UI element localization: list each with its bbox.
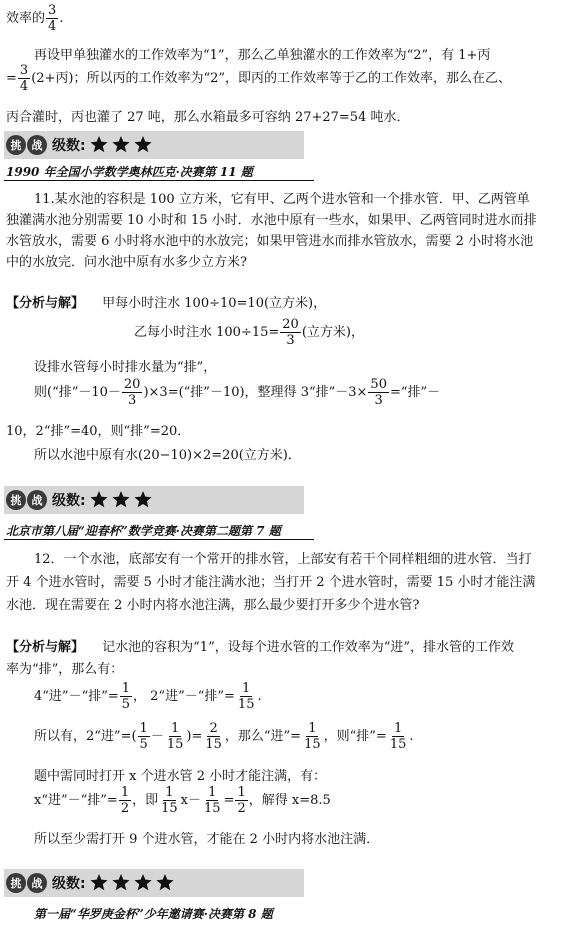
- question-line: 中的水放完．问水池中原有水多少立方米?: [6, 255, 247, 270]
- solution-line: 所以水池中原有水(20−10)×2=20(立方米)．: [34, 448, 301, 463]
- star-icon: [112, 136, 130, 154]
- fraction: $\frac{1}{15}$: [237, 681, 255, 712]
- fraction: $\frac{2}{15}$: [205, 721, 222, 752]
- level-label: 级数:: [52, 493, 86, 509]
- problem-source: 第一届“华罗庚金杯”少年邀请赛·决赛第 8 题: [34, 907, 273, 921]
- fraction: $\frac{50}{3}$: [370, 377, 387, 408]
- fraction: $\frac{1}{2}$: [237, 785, 246, 816]
- solution-line: 设排水管每小时排水量为“排”，: [34, 360, 217, 375]
- challenge-badge: 挑 战: [6, 490, 48, 510]
- challenge-badge: 挑 战: [6, 873, 48, 893]
- question-line: 开 4 个进水管时，需要 5 小时才能注满水池；当打开 2 个进水管时，需要 15 小时才能注满: [6, 575, 536, 590]
- question-line: 水池．现在需要在 2 小时内将水池注满，那么最少要打开多少个进水管?: [6, 598, 420, 613]
- fraction: $\frac{1}{5}$: [121, 681, 131, 712]
- star-rating: [90, 874, 178, 892]
- star-rating: [90, 491, 156, 509]
- star-icon: [90, 874, 108, 892]
- fraction: $\frac{20}{3}$: [282, 317, 299, 348]
- challenge-level-bar: [4, 131, 304, 159]
- fraction: $\frac{20}{3}$: [123, 377, 141, 408]
- fraction: $\frac{1}{15}$: [389, 721, 407, 752]
- equation-line: 4“进”－“排”= $\frac{1}{5}$ ， 2“进”－“排”= $\frac{1}{15}$ .: [34, 681, 262, 712]
- solution-line: 10，2“排”=40，则“排”=20．: [6, 424, 191, 439]
- analysis-heading: 【分析与解】: [6, 640, 85, 655]
- star-icon: [134, 136, 152, 154]
- challenge-badge: 挑 战: [6, 135, 48, 155]
- solution-line: 【分析与解】 甲每小时注水 100÷10=10(立方米)，: [6, 296, 327, 311]
- star-icon: [156, 874, 174, 892]
- star-icon: [90, 136, 108, 154]
- fraction: $\frac{3}{4}$: [48, 3, 57, 34]
- level-label: 级数:: [52, 876, 86, 892]
- level-label: 级数:: [52, 138, 86, 154]
- divider: [4, 539, 314, 540]
- solution-line: 【分析与解】 记水池的容积为“1”，设每个进水管的工作效率为“进”，排水管的工作效: [6, 640, 515, 655]
- divider: [4, 180, 314, 181]
- fraction: $\frac{1}{15}$: [166, 721, 184, 752]
- star-icon: [134, 874, 152, 892]
- fraction: $\frac{1}{5}$: [139, 721, 148, 752]
- star-icon: [134, 491, 152, 509]
- fraction: $\frac{1}{15}$: [304, 721, 321, 752]
- solution-line: 率为“排”，那么有：: [6, 662, 124, 677]
- question-line: 水管放水，需要 6 小时将水池中的水放完；如果甲管进水而排水管放水，需要 2 小时将水池: [6, 234, 534, 249]
- equation-line: 题中需同时打开 x 个进水管 2 小时才能注满，有：: [34, 769, 327, 784]
- equation-line: x“进”－“排”= $\frac{1}{2}$ ，即 $\frac{1}{15}$ x－ $\frac{1}{15}$ = $\frac{1}{2}$ ，解得 x=8.5: [34, 785, 331, 816]
- question-line: 12．一个水池，底部安有一个常开的排水管，上部安有若干个同样粗细的进水管．当打: [34, 552, 532, 567]
- question-line: 11.某水池的容积是 100 立方米，它有甲、乙两个进水管和一个排水管．甲、乙两管单: [34, 192, 530, 207]
- problem-source: 1990 年全国小学数学奥林匹克·决赛第 11 题: [6, 165, 253, 179]
- challenge-level-bar: [4, 486, 304, 514]
- star-icon: [112, 491, 130, 509]
- star-rating: [90, 136, 156, 154]
- star-icon: [112, 874, 130, 892]
- equation-line: 所以有，2“进”=( $\frac{1}{5}$ － $\frac{1}{15}$ )= $\frac{2}{15}$ ，那么“进”= $\frac{1}{15}$ ，则“排”= $\frac{1}{15}$ .: [34, 721, 414, 752]
- fraction: $\frac{3}{4}$: [19, 63, 29, 94]
- challenge-level-bar: [4, 869, 304, 897]
- question-line: 独灌满水池分别需要 10 小时和 15 小时．水池中原有一些水，如果甲、乙两管同时进水而排: [6, 213, 537, 228]
- fraction: $\frac{1}{2}$: [120, 785, 130, 816]
- star-icon: [90, 491, 108, 509]
- solution-line: 则(“排”－10－ $\frac{20}{3}$ )×3=(“排”－10)，整理得 3“排”－3× $\frac{50}{3}$ =“排”－: [34, 377, 441, 408]
- text-line: 效率的 $\frac{3}{4}$ .: [6, 3, 64, 34]
- text-line: 再设甲单独灌水的工作效率为“1”，那么乙单独灌水的工作效率为“2”，有 1+丙: [34, 48, 491, 63]
- analysis-heading: 【分析与解】: [6, 296, 85, 311]
- text-line: = $\frac{3}{4}$ (2+丙)；所以丙的工作效率为“2”，即丙的工作效率等于乙的工作效率，那么在乙、: [6, 63, 512, 94]
- solution-line: 乙每小时注水 100÷15= $\frac{20}{3}$ (立方米)，: [134, 317, 364, 348]
- text-line: 丙合灌时，丙也灌了 27 吨，那么水箱最多可容纳 27+27=54 吨水．: [6, 110, 410, 125]
- solution-line: 所以至少需打开 9 个进水管，才能在 2 小时内将水池注满．: [34, 832, 380, 847]
- fraction: $\frac{1}{15}$: [161, 785, 178, 816]
- problem-source: 北京市第八届“迎春杯”数学竞赛·决赛第二题第 7 题: [6, 524, 281, 538]
- fraction: $\frac{1}{15}$: [204, 785, 221, 816]
